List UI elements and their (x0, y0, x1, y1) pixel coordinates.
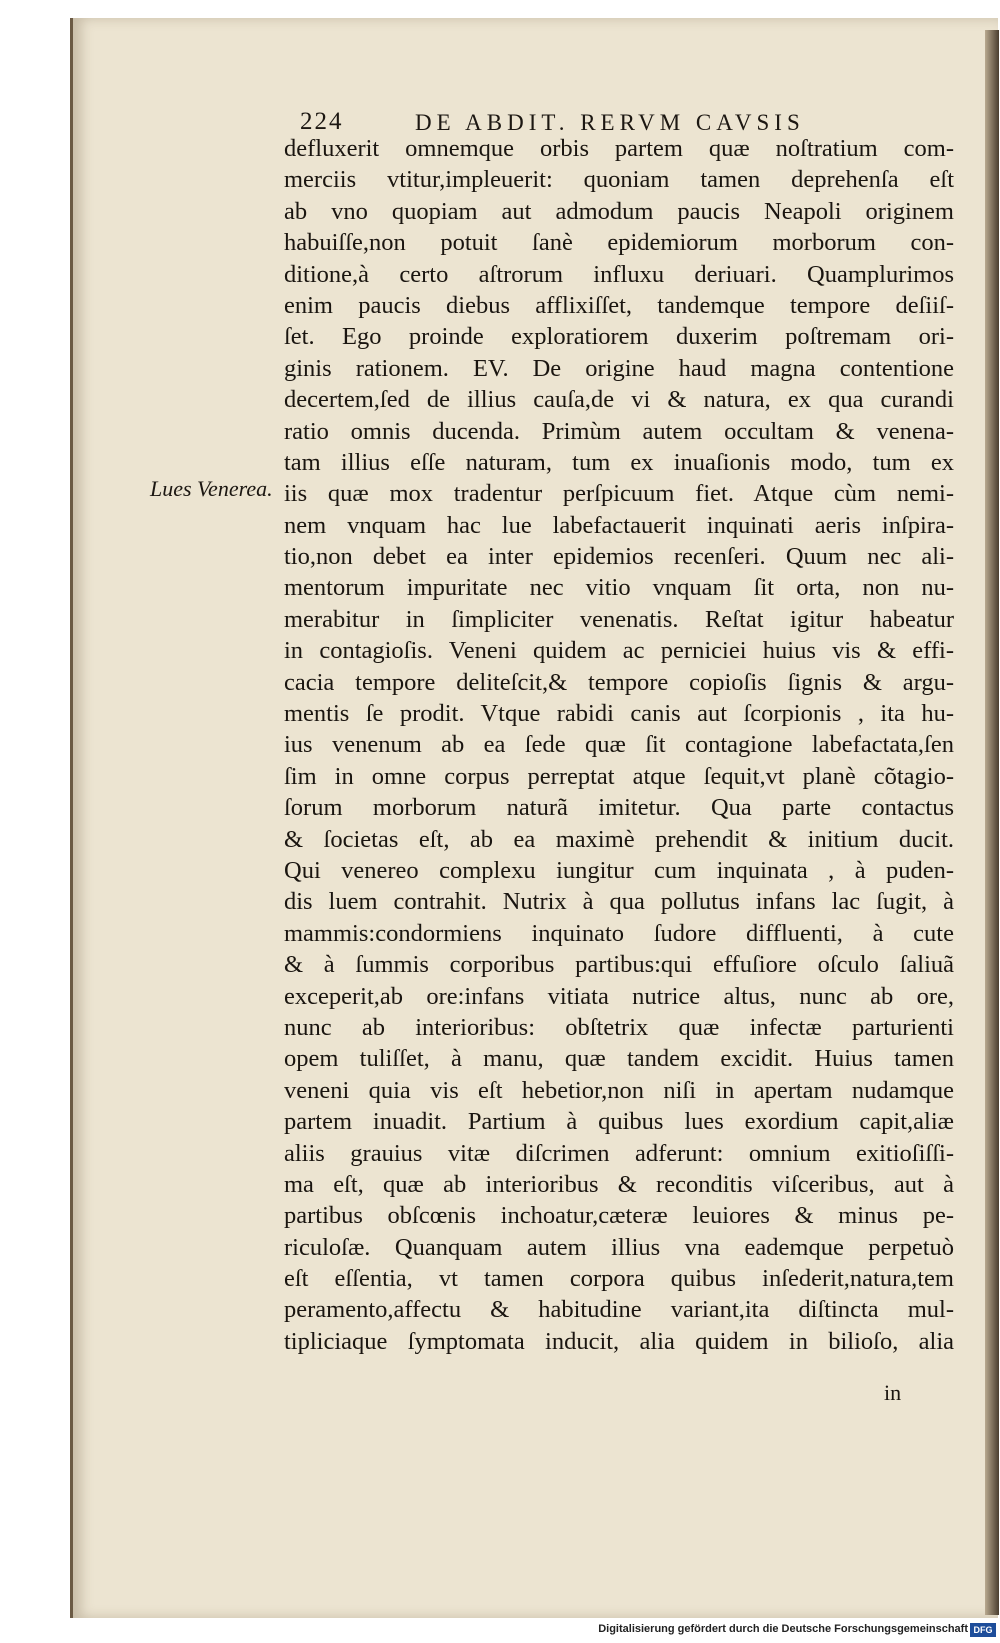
text-line: ſet. Ego proinde exploratiorem duxerim poſtremam ori- (284, 323, 954, 351)
text-line: tam illius eſſe naturam, tum ex inuaſionis modo, tum ex (284, 448, 954, 476)
text-line: in contagioſis. Veneni quidem ac perniciei huius vis & effi- (284, 637, 954, 665)
page-number: 224 (300, 108, 344, 135)
text-line: nunc ab interioribus: obſtetrix quæ infectæ parturienti (284, 1013, 954, 1041)
text-line: ſim in omne corpus perreptat atque ſequit,vt planè cõtagio- (284, 762, 954, 790)
text-line: exceperit,ab ore:infans vitiata nutrice altus, nunc ab ore, (284, 982, 954, 1010)
text-line: enim paucis diebus afflixiſſet, tandemque tempore deſiiſ- (284, 291, 954, 319)
text-line: tio,non debet ea inter epidemios recenſeri. Quum nec ali- (284, 543, 954, 571)
running-title: DE ABDIT. RERVM CAVSIS (415, 110, 805, 135)
text-line: ditione,à certo aſtrorum influxu deriuari. Quamplurimos (284, 260, 954, 288)
text-line: habuiſſe,non potuit ſanè epidemiorum morborum con- (284, 229, 954, 257)
text-line: ab vno quopiam aut admodum paucis Neapoli originem (284, 197, 954, 225)
dfg-logo: DFG (970, 1623, 996, 1637)
text-line: opem tuliſſet, à manu, quæ tandem excidit. Huius tamen (284, 1045, 954, 1073)
text-line: veneni quia vis eſt hebetior,non niſi in apertam nudamque (284, 1076, 954, 1104)
body-text (284, 133, 954, 1357)
text-line: eſt eſſentia, vt tamen corpora quibus inſederit,natura,tem (284, 1265, 954, 1293)
text-line: aliis grauius vitæ diſcrimen adferunt: omnium exitioſiſſi- (284, 1139, 954, 1167)
text-line: iis quæ mox tradentur perſpicuum fiet. Atque cùm nemi- (284, 480, 954, 508)
text-line: tipliciaque ſymptomata inducit, alia quidem in bilioſo, alia (284, 1327, 954, 1355)
text-line: & à ſummis corporibus partibus:qui effuſiore oſculo ſaliuã (284, 951, 954, 979)
text-line: decertem,ſed de illius cauſa,de vi & natura, ex qua curandi (284, 386, 954, 414)
text-line: merabitur in ſimpliciter venenatis. Reſtat igitur habeatur (284, 605, 954, 633)
footer-bar (0, 1620, 1000, 1643)
text-line: nem vnquam hac lue labefactauerit inquinati aeris inſpira- (284, 511, 954, 539)
text-line: riculoſæ. Quanquam autem illius vna eademque perpetuò (284, 1233, 954, 1261)
catchword: in (884, 1380, 902, 1405)
text-line: ſorum morborum naturã imitetur. Qua parte contactus (284, 794, 954, 822)
text-line: ma eſt, quæ ab interioribus & reconditis viſceribus, aut à (284, 1170, 954, 1198)
page-edge (985, 30, 999, 1615)
text-line: mammis:condormiens inquinato ſudore diffluenti, à cute (284, 919, 954, 947)
text-line: partem inuadit. Partium à quibus lues exordium capit,aliæ (284, 1108, 954, 1136)
text-line: dis luem contrahit. Nutrix à qua pollutus infans lac ſugit, à (284, 888, 954, 916)
text-line: ratio omnis ducenda. Primùm autem occultam & venena- (284, 417, 954, 445)
text-line: peramento,affectu & habitudine variant,ita diſtincta mul- (284, 1296, 954, 1324)
text-line: cacia tempore deliteſcit,& tempore copioſis ſignis & argu- (284, 668, 954, 696)
text-line: mentis ſe prodit. Vtque rabidi canis aut ſcorpionis , ita hu- (284, 700, 954, 728)
text-line: & ſocietas eſt, ab ea maximè prehendit & initium ducit. (284, 825, 954, 853)
text-line: mentorum impuritate nec vitio vnquam ſit orta, non nu- (284, 574, 954, 602)
text-line: merciis vtitur,impleuerit: quoniam tamen deprehenſa eſt (284, 166, 954, 194)
digitization-credit: Digitalisierung gefördert durch die Deutsche Forschungsgemeinschaft (598, 1623, 968, 1635)
marginal-note: Lues Venerea. (150, 476, 273, 501)
text-line: ius venenum ab ea ſede quæ ſit contagione labefactata,ſen (284, 731, 954, 759)
text-line: ginis rationem. EV. De origine haud magna contentione (284, 354, 954, 382)
text-line: defluxerit omnemque orbis partem quæ noſtratium com- (284, 135, 954, 162)
text-line: partibus obſcœnis inchoatur,cæteræ leuiores & minus pe- (284, 1202, 954, 1230)
text-line: Qui venereo complexu iungitur cum inquinata , à puden- (284, 856, 954, 884)
